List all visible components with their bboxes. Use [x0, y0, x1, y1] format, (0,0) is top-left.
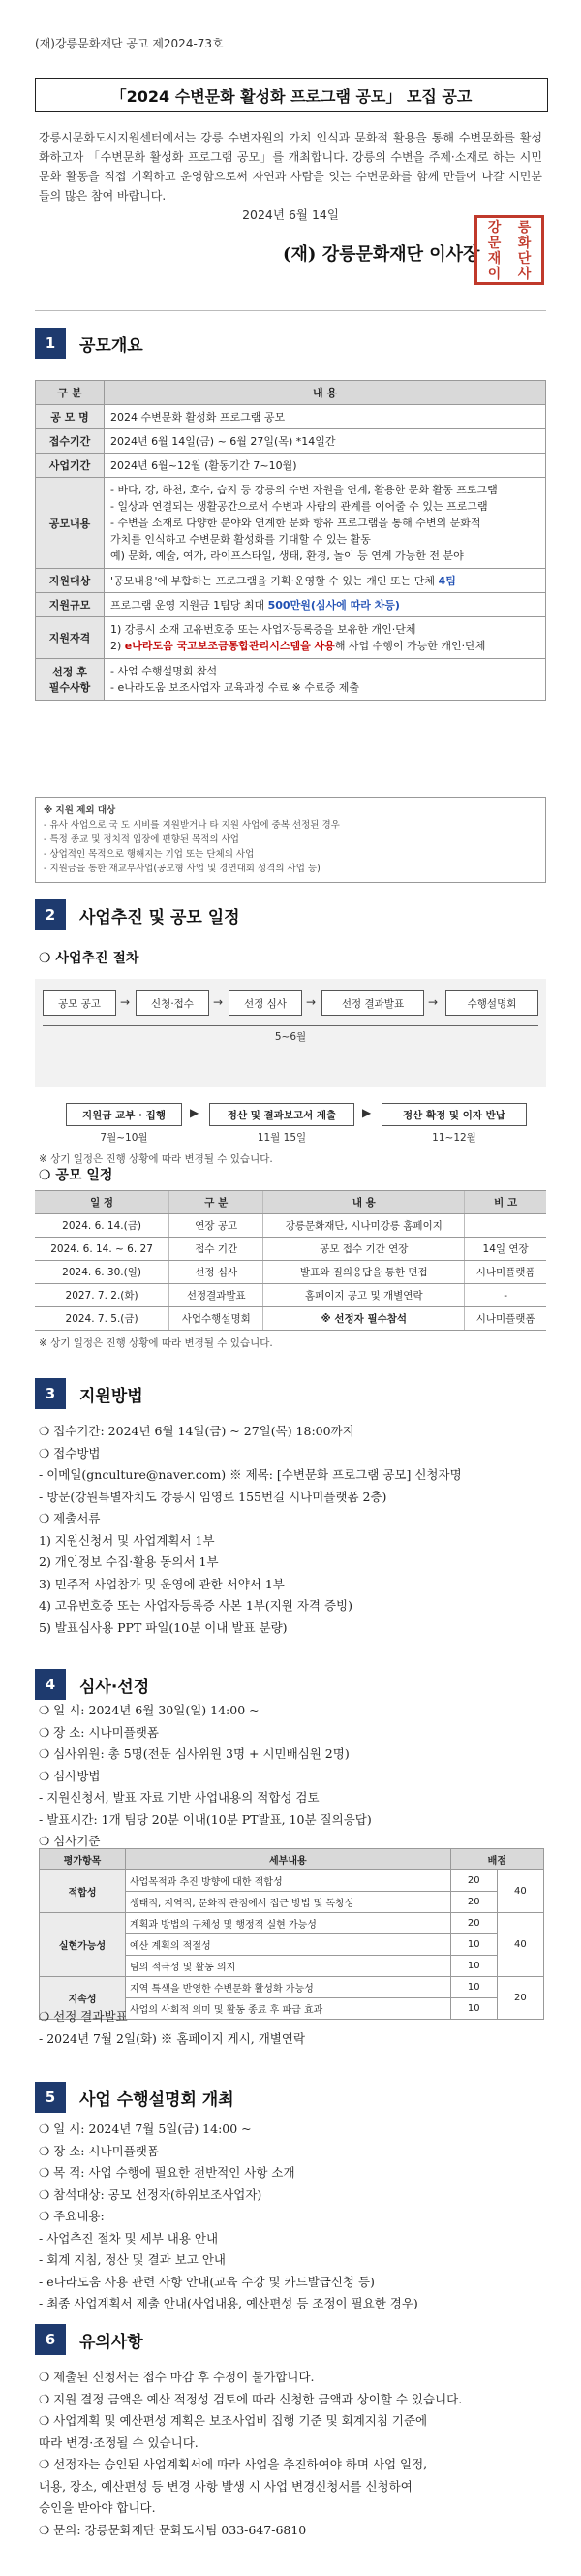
table-row: 실현가능성 계획과 방법의 구체성 및 행정적 실현 가능성 20 40	[40, 1913, 544, 1934]
arrow-right-icon: →	[428, 995, 439, 1009]
announce-date: 2024년 6월 14일	[242, 207, 339, 222]
schedule-note: ※ 상기 일정은 진행 상황에 따라 변경될 수 있습니다.	[39, 1153, 273, 1165]
table-row: 지원자격 1) 강릉시 소재 고유번호증 또는 사업자등록증을 보유한 개인·단체 2) e나라도움 국고보조금통합관리시스템을 사용해 사업 수행이 가능한 개인·단체	[36, 617, 546, 659]
table-row: 사업의 사회적 의미 및 활동 종료 후 파급 효과 10	[40, 1998, 544, 2020]
section-number: 2	[35, 899, 66, 930]
section-number: 1	[35, 328, 66, 359]
table-row: 적합성 사업목적과 추진 방향에 대한 적합성 20 40	[40, 1870, 544, 1892]
table-row: 2024. 6. 30.(일) 선정 심사 발표와 질의응답을 통한 면접 시나미플랫폼	[35, 1261, 546, 1284]
period-bracket	[43, 1025, 538, 1026]
table-row: 지원규모 프로그램 운영 지원금 1팀당 최대 500만원(심사에 따라 차등)	[36, 593, 546, 617]
table-row: 2024. 6. 14. ~ 6. 27 접수 기간 공모 접수 기간 연장 14일 연장	[35, 1238, 546, 1261]
briefing-list: ❍ 일 시: 2024년 7월 5일(금) 14:00 ~ ❍ 장 소: 시나미플랫폼 ❍ 목 적: 사업 수행에 필요한 전반적인 사항 소개 ❍ 참석대상: 공모 선정자(하위보조사업자) ❍ 주요내용: - 사업추진 절차 및 세부 내용 안내 - 회계 지침, 정산 및 결과 보고 안내 - e나라도움 사용 관련 사항 안내(교육 수강 및 카드발급신청 등) - 최종 사업계획서 제출 안내(사업내용, 예산편성 등 조정이 필요한 경우)	[39, 2121, 418, 2310]
flow-period: 7월~10월	[100, 1132, 148, 1144]
section-number: 5	[35, 2082, 66, 2113]
result-announcement: ❍ 선정 결과발표 - 2024년 7월 2일(화) ※ 홈페이지 게시, 개별연락	[39, 2009, 306, 2046]
section-4-heading	[35, 1669, 149, 1700]
flow-step: 정산 및 결과보고서 제출	[209, 1103, 354, 1126]
section-title: 사업 수행설명회 개최	[79, 2089, 234, 2110]
notice-list: ❍ 제출된 신청서는 접수 마감 후 수정이 불가합니다. ❍ 지원 결정 금액은 예산 적정성 검토에 따라 신청한 금액과 상이할 수 있습니다. ❍ 사업계획 및 예산편성 계획은 보조사업비 집행 기준 및 회계지침 기준에 따라 변경·조정될 수 있습니다. ❍ 선정자는 승인된 사업계획서에 따라 사업을 추진하여야 하며 사업 일정, 내용, 장소, 예산편성 등 변경 사항 발생 시 사업 변경신청서를 신청하여 승인을 받아야 합니다. ❍ 문의: 강릉문화재단 문화도시팀 033-647-6810	[39, 2370, 463, 2537]
flow-step: 지원금 교부 · 집행	[66, 1103, 182, 1126]
table-row: 2024. 7. 5.(금) 사업수행설명회 ※ 선정자 필수참석 시나미플랫폼	[35, 1307, 546, 1331]
arrow-right-icon: →	[213, 995, 224, 1009]
section-title: 유의사항	[79, 2332, 143, 2352]
divider	[35, 310, 546, 311]
doc-number: (재)강릉문화재단 공고 제2024-73호	[35, 37, 224, 50]
table-row: 접수기간 2024년 6월 14일(금) ~ 6월 27일(목) *14일간	[36, 429, 546, 454]
official-seal: 강 릉 문 화 재 단 이 사	[474, 215, 544, 285]
flow-step: 공모 공고	[43, 990, 116, 1016]
section-title: 지원방법	[79, 1386, 143, 1406]
section-title: 사업추진 및 공모 일정	[79, 907, 240, 927]
arrow-right-icon: ▶	[190, 1106, 199, 1119]
flow-period: 5~6월	[274, 1031, 307, 1043]
table-row: 2027. 7. 2.(화) 선정결과발표 홈페이지 공고 및 개별연락 -	[35, 1284, 546, 1307]
arrow-right-icon: ▶	[362, 1106, 372, 1119]
section-6-heading	[35, 2324, 143, 2355]
section-number: 6	[35, 2324, 66, 2355]
table-row: 지속성 지역 특색을 반영한 수변문화 활성화 가능성 10 20	[40, 1977, 544, 1998]
section-title: 심사·선정	[79, 1677, 150, 1697]
table-row: 선정 후 필수사항 - 사업 수행설명회 참석 - e나라도움 보조사업자 교육과정 수료 ※ 수료증 제출	[36, 659, 546, 701]
schedule-table: 일 정 구 분 내 용 비 고 2024. 6. 14.(금) 연장 공고 강릉문화재단, 시나미강릉 홈페이지 2024. 6. 14. ~ 6. 27 접수 기간 공모 접수 기간 연장 14일 연장 2024. 6. 30.(일) 선정 심사 발표와 질의응답을 통한 면접 시나미플랫폼 2027. 7. 2.(화) 선정결과발표 홈페이지 공고 및 개별연락 - 2024. 7. 5.(금) 사업수행설명회 ※ 선정자 필수참석 시나미플랫폼	[35, 1190, 546, 1331]
arrow-right-icon: →	[120, 995, 131, 1009]
table-row: 공 모 명 2024 수변문화 활성화 프로그램 공모	[36, 405, 546, 429]
table-header: 구 분	[36, 381, 105, 405]
review-list: ❍ 일 시: 2024년 6월 30일(일) 14:00 ~ ❍ 장 소: 시나미플랫폼 ❍ 심사위원: 총 5명(전문 심사위원 3명 + 시민배심원 2명) ❍ 심사방법 - 지원신청서, 발표 자료 기반 사업내용의 적합성 검토 - 발표시간: 1개 팀당 20분 이내(10분 PT발표, 10분 질의응답) ❍ 심사기준	[39, 1703, 372, 1848]
organization-name: (재) 강릉문화재단 이사장	[283, 244, 480, 265]
subsection-title: ❍ 공모 일정	[39, 1165, 112, 1184]
section-number: 3	[35, 1378, 66, 1409]
flow-period: 11월 15일	[257, 1132, 307, 1144]
flow-period: 11~12월	[432, 1132, 476, 1144]
arrow-right-icon: →	[306, 995, 317, 1009]
section-3-heading	[35, 1378, 143, 1409]
section-number: 4	[35, 1669, 66, 1700]
table-row: 사업기간 2024년 6월~12월 (활동기간 7~10월)	[36, 454, 546, 478]
section-1-heading	[35, 328, 143, 359]
section-5-heading	[35, 2082, 234, 2113]
table-row: 생태적, 지역적, 문화적 관점에서 접근 방법 및 독창성 20	[40, 1892, 544, 1913]
intro-paragraph: 강릉시문화도시지원센터에서는 강릉 수변자원의 가치 인식과 문화적 활용을 통해 수변문화를 활성화하고자 「수변문화 활성화 프로그램 공모」를 개최합니다. 강릉의 수변을 주제·소재로 하는 시민 문화 활동을 직접 기획하고 운영함으로써 자연과 사람을 잇는 수변문화를 함께 만들어 나갈 시민분들의 많은 참여 바랍니다.	[39, 131, 542, 203]
table-row: 팀의 적극성 및 활동 의지 10	[40, 1956, 544, 1977]
schedule-note: ※ 상기 일정은 진행 상황에 따라 변경될 수 있습니다.	[39, 1337, 273, 1349]
table-row: 지원대상 '공모내용'에 부합하는 프로그램을 기획·운영할 수 있는 개인 또는 단체 4팀	[36, 569, 546, 593]
application-method-list: ❍ 접수기간: 2024년 6월 14일(금) ~ 27일(목) 18:00까지 ❍ 접수방법 - 이메일(gnculture@naver.com) ※ 제목: [수변문화 프로그램 공모] 신청자명 - 방문(강원특별자치도 강릉시 임영로 155번길 시나미플랫폼 2층) ❍ 제출서류 1) 지원신청서 및 사업계획서 1부 2) 개인정보 수집·활용 동의서 1부 3) 민주적 사업참가 및 운영에 관한 서약서 1부 4) 고유번호증 또는 사업자등록증 사본 1부(지원 자격 증빙) 5) 발표심사용 PPT 파일(10분 이내 발표 분량)	[39, 1424, 462, 1635]
flow-step: 신청·접수	[136, 990, 209, 1016]
table-header: 내 용	[105, 381, 546, 405]
flow-step: 수행설명회	[445, 990, 538, 1016]
table-row: 2024. 6. 14.(금) 연장 공고 강릉문화재단, 시나미강릉 홈페이지	[35, 1214, 546, 1238]
exclusion-note: ※ 지원 제외 대상 - 유사 사업으로 국 도 시비를 지원받거나 타 지원 사업에 중복 선정된 경우 - 특정 종교 및 정치적 입장에 편향된 목적의 사업 - 상업적인 목적으로 행해지는 기업 또는 단체의 사업 - 지원금을 통한 재교부사업(공모형 사업 및 경연대회 성격의 사업 등)	[35, 797, 546, 883]
table-row: 예산 계획의 적절성 10	[40, 1934, 544, 1956]
flow-step: 정산 확정 및 이자 반납	[382, 1103, 527, 1126]
process-flow	[35, 979, 546, 1087]
overview-table	[35, 380, 546, 701]
section-title: 공모개요	[79, 335, 143, 356]
page-title: 「2024 수변문화 활성화 프로그램 공모」 모집 공고	[35, 78, 548, 112]
flow-step: 선정 결과발표	[321, 990, 424, 1016]
section-2-heading	[35, 899, 240, 930]
flow-step: 선정 심사	[229, 990, 302, 1016]
table-row: 공모내용 - 바다, 강, 하천, 호수, 습지 등 강릉의 수변 자원을 연계, 활용한 문화 활동 프로그램 - 일상과 연결되는 생활공간으로서 수변과 사람의 관계를 이어줄 수 있는 프로그램 - 수변을 소재로 다양한 분야와 연계한 문화 향유 프로그램을 통해 수변의 문화적 가치를 인식하고 수변문화 활성화를 기대할 수 있는 활동 예) 문화, 예술, 여가, 라이프스타일, 생태, 환경, 놀이 등 연계 가능한 전 분야	[36, 478, 546, 569]
criteria-table: 평가항목 세부내용 배점 적합성 사업목적과 추진 방향에 대한 적합성 20 40 생태적, 지역적, 문화적 관점에서 접근 방법 및 독창성 20 실현가능성 계획과 방법의 구체성 및 행정적 실현 가능성 20 40 예산 계획의 적절성 10 팀의 적극성 및 활동 의지 10 지속성 지역 특색을 반영한 수변문화 활성화 가능성 10 20 사업의 사회적 의미 및 활동 종료 후 파급 효과 10	[39, 1848, 544, 2020]
subsection-title: ❍ 사업추진 절차	[39, 951, 139, 966]
